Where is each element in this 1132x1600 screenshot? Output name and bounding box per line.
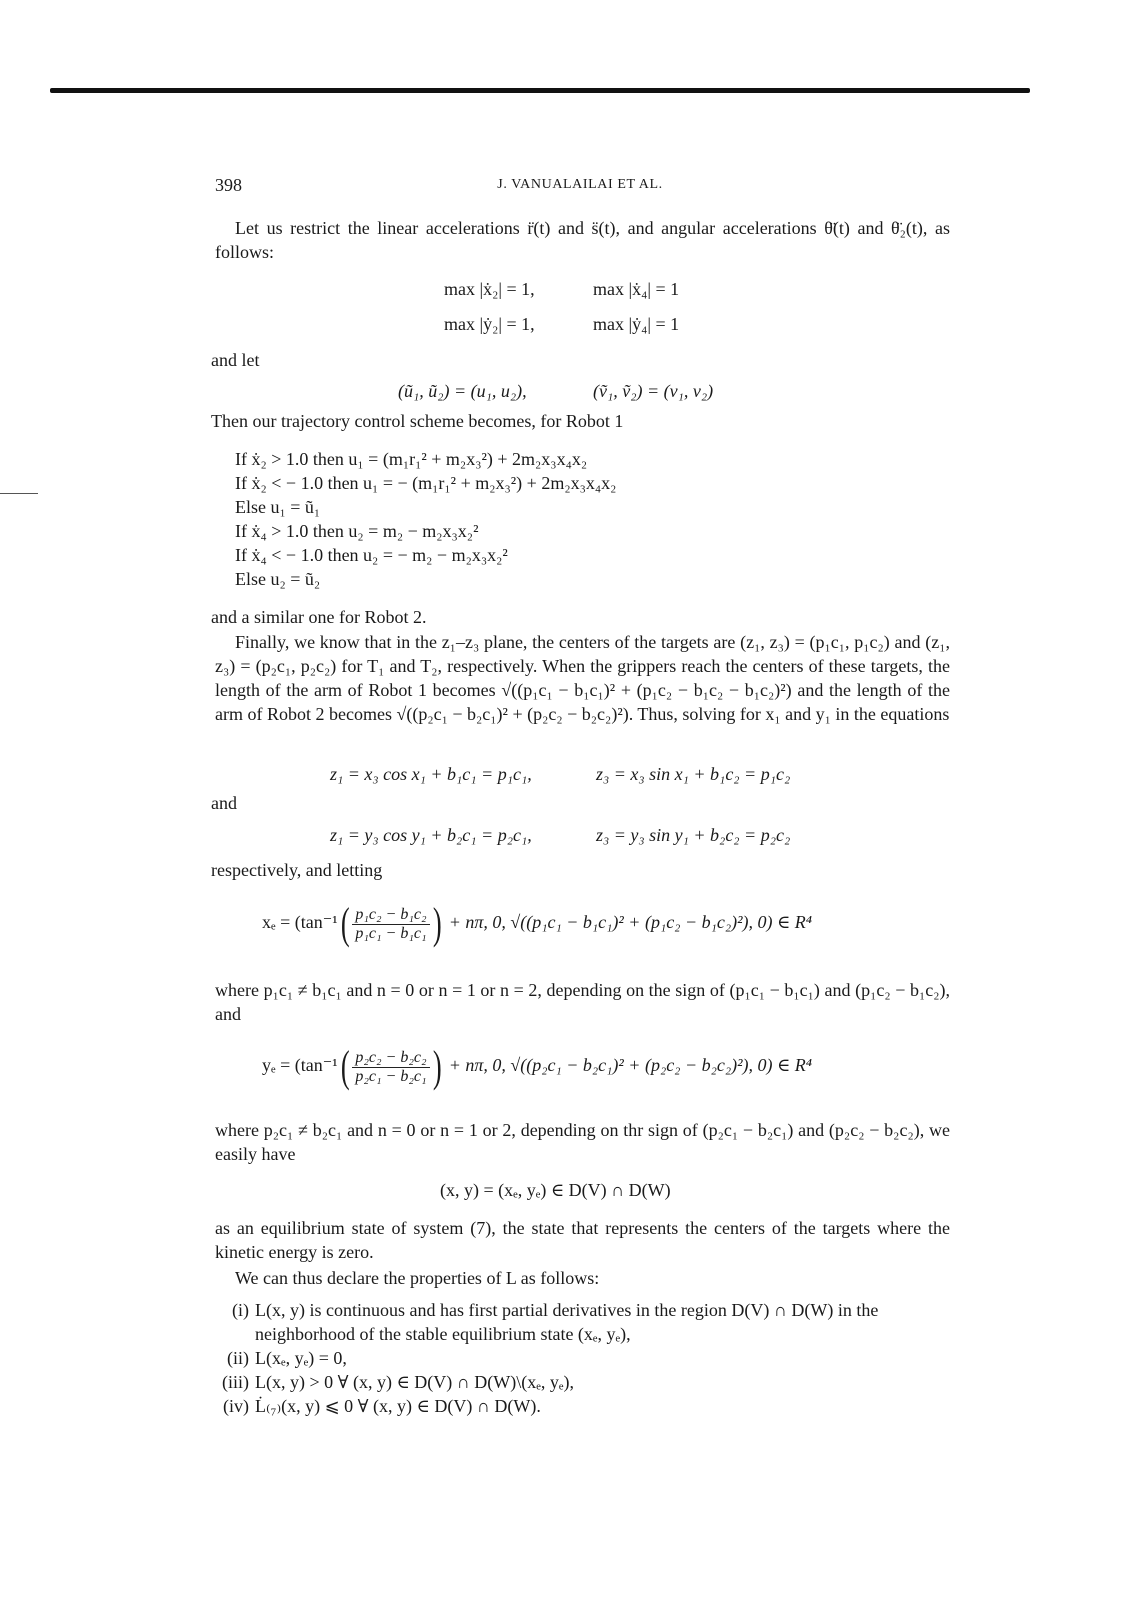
list-item xyxy=(215,1298,955,1346)
then-scheme-text: Then our trajectory control scheme becomes, for Robot 1 xyxy=(211,411,624,431)
list-label: (iv) xyxy=(223,1396,249,1416)
xe-lhs: xₑ = (tan⁻¹ xyxy=(262,912,338,933)
list-label: (iii) xyxy=(222,1372,249,1392)
where-paragraph-2: where p₂c₁ ≠ b₂c₁ and n = 0 or n = 1 or 2, depending on thr sign of (p₂c₁ − b₂c₁) and (p₂c₂ − b₂c₂), we easily have xyxy=(215,1120,950,1164)
top-rule xyxy=(50,88,1030,93)
list-item xyxy=(215,1394,955,1418)
scheme-line: If ẋ₄ > 1.0 then u₂ = m₂ − m₂x₃x₂² xyxy=(235,521,479,541)
ye-numerator: p₂c₂ − b₂c₂ xyxy=(352,1049,429,1068)
and-text: and xyxy=(211,793,237,813)
list-label: (i) xyxy=(232,1300,249,1320)
scheme-line: Else u₂ = ũ₂ xyxy=(235,569,321,589)
equation-equilibrium: (x, y) = (xₑ, yₑ) ∈ D(V) ∩ D(W) xyxy=(440,1180,671,1200)
list-item xyxy=(215,1370,955,1394)
intro-paragraph: Let us restrict the linear accelerations r̈(t) and s̈(t), and angular accelerations θ̈(t) and θ̈₂(t), as follows: xyxy=(215,218,950,262)
scheme-line: If ẋ₂ < − 1.0 then u₁ = − (m₁r₁² + m₂x₃²) + 2m₂x₃x₄x₂ xyxy=(235,473,617,493)
equation-z-x-sin: z₃ = x₃ sin x₁ + b₁c₂ = p₁c₂ xyxy=(596,764,791,784)
declare-text: We can thus declare the properties of L as follows: xyxy=(235,1268,600,1288)
equation-max-x2: max |ẋ₂| = 1, xyxy=(444,279,535,299)
list-text: L(x, y) > 0 ∀ (x, y) ∈ D(V) ∩ D(W)\(xₑ, yₑ), xyxy=(255,1372,574,1392)
equation-max-y2: max |ẏ₂| = 1, xyxy=(444,314,535,334)
where-paragraph-1: where p₁c₁ ≠ b₁c₁ and n = 0 or n = 1 or n = 2, depending on the sign of (p₁c₁ − b₁c₁) and (p₁c₂ − b₁c₂), and xyxy=(215,980,950,1024)
xe-fraction xyxy=(352,906,429,943)
properties-list xyxy=(215,1298,955,1418)
list-text: L(xₑ, yₑ) = 0, xyxy=(255,1348,347,1368)
respectively-text: respectively, and letting xyxy=(211,860,383,880)
equation-z-x-cos: z₁ = x₃ cos x₁ + b₁c₁ = p₁c₁, xyxy=(330,764,532,784)
equation-max-y4: max |ẏ₄| = 1 xyxy=(593,314,680,334)
ye-lhs: yₑ = (tan⁻¹ xyxy=(262,1055,338,1076)
equation-max-x4: max |ẋ₄| = 1 xyxy=(593,279,680,299)
equation-xe: xₑ = (tan⁻¹( $\frac{\text{p₁c₂ − b₁c₂}}{\text{p₁c₁ − b₁c₁}}$ ) + nπ, 0, √((p₁c₁ − b₁c₁)² + (p₁c₂ − b₁c₂)²), 0) ∈ R⁴ xyxy=(262,899,813,948)
list-text: L(x, y) is continuous and has first partial derivatives in the region D(V) ∩ D(W) in the neighborhood of the stable equilibrium state (xₑ, yₑ), xyxy=(255,1300,879,1344)
equation-tilde-v: (ṽ₁, ṽ₂) = (v₁, v₂) xyxy=(593,381,714,401)
equation-z-y-sin: z₃ = y₃ sin y₁ + b₂c₂ = p₂c₂ xyxy=(596,825,791,845)
list-text: L̇₍₇₎(x, y) ⩽ 0 ∀ (x, y) ∈ D(V) ∩ D(W). xyxy=(255,1396,541,1416)
equation-z-y-cos: z₁ = y₃ cos y₁ + b₂c₁ = p₂c₁, xyxy=(330,825,532,845)
similar-text: and a similar one for Robot 2. xyxy=(211,607,427,627)
equation-ye: yₑ = (tan⁻¹( $\frac{\text{p₂c₂ − b₂c₂}}{\text{p₂c₁ − b₂c₁}}$ ) + nπ, 0, √((p₂c₁ − b₂c₁)² + (p₂c₂ − b₂c₂)²), 0) ∈ R⁴ xyxy=(262,1042,813,1091)
finally-paragraph: Finally, we know that in the z₁–z₃ plane, the centers of the targets are (z₁, z₃) = (p₁c₁, p₁c₂) and (z₁, z₃) = (p₂c₁, p₂c₂) for T₁ and T₂, respectively. When the grippers reach the centers of these targets, the length of the arm of Robot 1 becomes √((p₁c₁ − b₁c₁)² + (p₁c₂ − b₁c₂ − b₁c₂)²) and the length of the arm of Robot 2 becomes √((p₂c₁ − b₂c₁)² + (p₂c₂ − b₂c₂)²). Thus, solving for x₁ and y₁ in the equations xyxy=(215,632,950,724)
ye-rhs: + nπ, 0, √((p₂c₁ − b₂c₁)² + (p₂c₂ − b₂c₂)²), 0) ∈ R⁴ xyxy=(448,1055,813,1076)
ye-fraction xyxy=(352,1049,429,1086)
control-scheme xyxy=(235,447,616,591)
scheme-line: If ẋ₂ > 1.0 then u₁ = (m₁r₁² + m₂x₃²) + 2m₂x₃x₄x₂ xyxy=(235,449,588,469)
scheme-line: Else u₁ = ũ₁ xyxy=(235,497,321,517)
xe-denominator: p₁c₁ − b₁c₁ xyxy=(355,924,427,942)
equation-tilde-u: (ũ₁, ũ₂) = (u₁, u₂), xyxy=(398,381,527,401)
running-head: J. VANUALAILAI ET AL. xyxy=(497,177,663,192)
scheme-line: If ẋ₄ < − 1.0 then u₂ = − m₂ − m₂x₃x₂² xyxy=(235,545,508,565)
page-number: 398 xyxy=(215,175,242,195)
equilibrium-paragraph: as an equilibrium state of system (7), the state that represents the centers of the targets where the kinetic energy is zero. xyxy=(215,1218,950,1262)
list-item xyxy=(215,1346,955,1370)
xe-numerator: p₁c₂ − b₁c₂ xyxy=(352,906,429,925)
margin-mark xyxy=(0,493,38,494)
xe-rhs: + nπ, 0, √((p₁c₁ − b₁c₁)² + (p₁c₂ − b₁c₂)²), 0) ∈ R⁴ xyxy=(448,912,813,933)
ye-denominator: p₂c₁ − b₂c₁ xyxy=(355,1067,427,1085)
list-label: (ii) xyxy=(227,1348,249,1368)
and-let-text: and let xyxy=(211,350,260,370)
